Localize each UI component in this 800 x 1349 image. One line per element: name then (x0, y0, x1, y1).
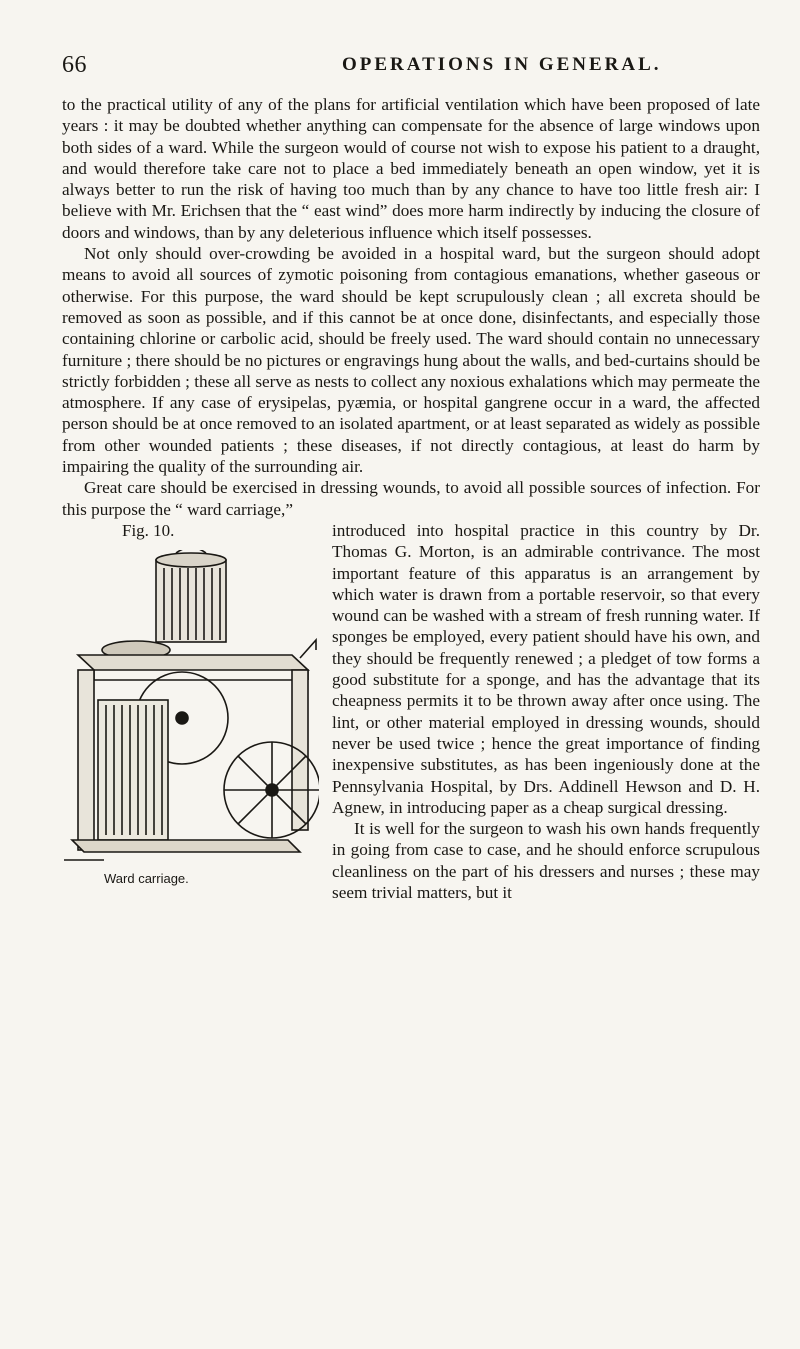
page-header (62, 52, 762, 86)
ward-carriage-icon (64, 550, 319, 868)
paragraph: Great care should be exercised in dressing wounds, to avoid all possible sources of infection. For this purpose the “ ward carriage,” (62, 478, 760, 519)
page-number: 66 (62, 52, 87, 78)
running-head: OPERATIONS IN GENERAL. (342, 54, 662, 75)
paragraph: It is well for the surgeon to wash his own hands frequently in going from case to case, and he should enforce scrupulous cleanliness on the part of his dressers and nurses ; these may seem trivial matters, but it (332, 819, 760, 902)
figure-ward-carriage (62, 520, 320, 1065)
paragraph: Not only should over-crowding be avoided in a hospital ward, but the surgeon should adopt means to avoid all sources of zymotic poisoning from contagious emanations, whether gaseous or otherwise. For this purpose, the ward should be kept scrupulously clean ; all excreta should be removed as soon as possible, and if this cannot be at once done, disinfectants, and especially those containing chlorine or carbolic acid, should be freely used. The ward should contain no unnecessary furniture ; there should be no pictures or engravings hung about the walls, and bed-curtains should be strictly forbidden ; these all serve as nests to collect any noxious exhalations which may permeate the atmosphere. If any case of erysipelas, pyæmia, or hospital gangrene occur in a ward, the affected person should be at once removed to an isolated apartment, or at least separated as widely as possible from other wounded patients ; these diseases, if not directly contagious, at least do harm by impairing the quality of the surrounding air. (62, 244, 760, 477)
paragraph: introduced into hospital practice in this country by Dr. Thomas G. Morton, is an admirable contrivance. The most important feature of this apparatus is an arrangement by which water is drawn from a portable reservoir, so that every wound can be washed with a stream of fresh running water. If sponges be employed, every patient should have his own, and they should be frequently renewed ; a pledget of tow forms a good substitute for a sponge, and has the advantage that its cheapness permits it to be thrown away after once using. The lint, or other material employed in dressing wounds, should never be used twice ; hence the great importance of finding inexpensive substitutes, as has been ingeniously done at the Pennsylvania Hospital, by Drs. Addinell Hewson and D. H. Agnew, in introducing paper as a cheap surgical dressing. (332, 520, 760, 817)
figure-label: Fig. 10. (122, 520, 175, 540)
body-text (62, 94, 760, 1065)
paragraph: to the practical utility of any of the plans for artificial ventilation which have been proposed of late years : it may be doubted whether anything can compensate for the absence of large windows upon both sides of a ward. While the surgeon would of course not wish to expose his patient to a draught, and would therefore take care not to place a bed immediately beneath an open window, yet it is always better to run the risk of having too much than by any chance to have too little fresh air: I believe with Mr. Erichsen that the “ east wind” does more harm indirectly by inducing the closure of doors and windows, than by any deleterious influence which itself possesses. (62, 95, 760, 242)
figure-caption: Ward carriage. (104, 870, 189, 886)
